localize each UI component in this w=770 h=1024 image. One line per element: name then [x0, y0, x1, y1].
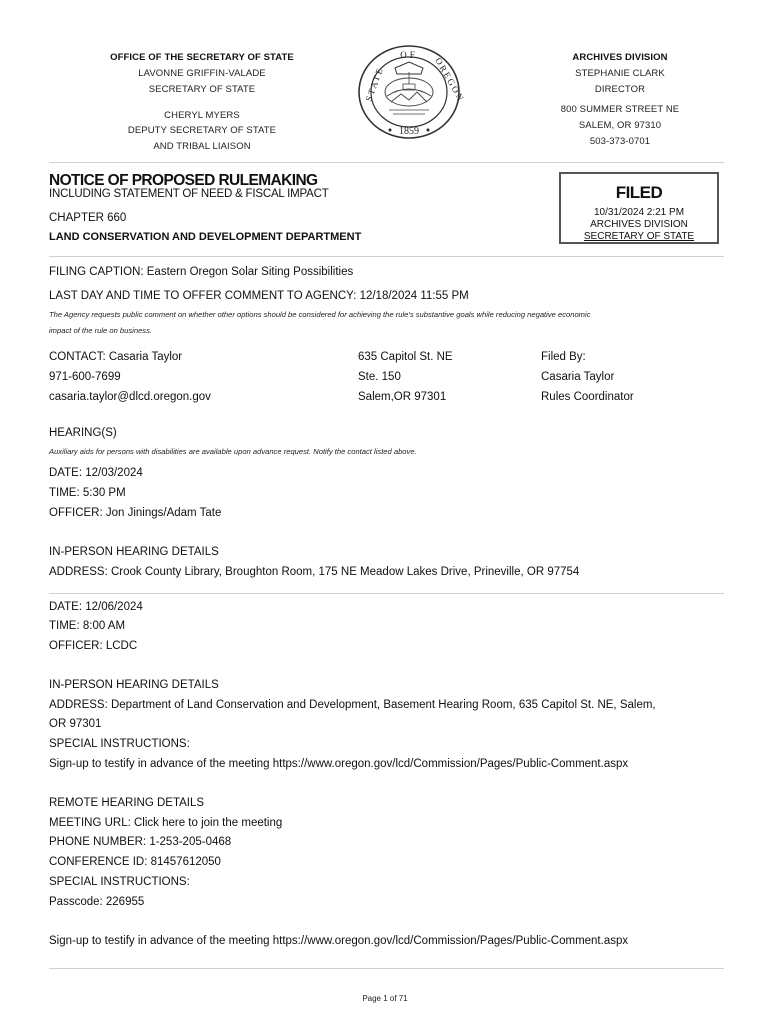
archives-phone: 503-373-0701 — [589, 136, 651, 147]
filing-caption: FILING CAPTION: Eastern Oregon Solar Siting Possibilities — [49, 266, 354, 278]
hearing-1-officer: OFFICER: Jon Jinings/Adam Tate — [49, 507, 222, 519]
notice-subtitle: INCLUDING STATEMENT OF NEED & FISCAL IMPACT — [49, 188, 329, 200]
hearings-heading: HEARING(S) — [49, 427, 117, 439]
hearing-2-details-heading: IN-PERSON HEARING DETAILS — [49, 679, 219, 691]
filed-by-label: Filed By: — [541, 351, 586, 363]
chapter: CHAPTER 660 — [49, 212, 127, 224]
contact-email[interactable]: casaria.taylor@dlcd.oregon.gov — [49, 391, 211, 403]
svg-text:OF: OF — [400, 50, 418, 60]
filed-by-name: Casaria Taylor — [541, 371, 615, 383]
svg-text:OREGON: OREGON — [433, 56, 467, 104]
hearing-divider — [49, 593, 724, 594]
hearing-2-time: TIME: 8:00 AM — [49, 620, 126, 632]
contact-name: CONTACT: Casaria Taylor — [49, 351, 183, 363]
archives-address-2: SALEM, OR 97310 — [578, 120, 662, 131]
filed-label: FILED — [615, 183, 663, 202]
hearing-2-officer: OFFICER: LCDC — [49, 640, 138, 652]
contact-suite: Ste. 150 — [358, 371, 401, 383]
director-title: DIRECTOR — [594, 84, 646, 95]
hearing-1-time: TIME: 5:30 PM — [49, 487, 126, 499]
secretary-title: SECRETARY OF STATE — [148, 84, 256, 95]
filed-by-title: Rules Coordinator — [541, 391, 634, 403]
filed-stamp — [559, 172, 719, 244]
filed-division: ARCHIVES DIVISION — [590, 219, 688, 230]
archives-address-1: 800 SUMMER STREET NE — [560, 104, 680, 115]
department: LAND CONSERVATION AND DEVELOPMENT DEPARTMENT — [49, 231, 362, 243]
hearing-2-address-cont: OR 97301 — [49, 718, 102, 730]
header-divider — [49, 162, 724, 163]
remote-signup-link[interactable]: Sign-up to testify in advance of the meeting https://www.oregon.gov/lcd/Commission/Pages/Public-Comment.aspx — [49, 935, 629, 947]
public-comment-note-2: impact of the rule on business. — [49, 326, 152, 335]
remote-phone-number: PHONE NUMBER: 1-253-205-0468 — [49, 836, 232, 848]
filed-office: SECRETARY OF STATE — [583, 231, 695, 242]
auxiliary-aids-note: Auxiliary aids for persons with disabilities are available upon advance request. Notify the contact listed above. — [49, 447, 417, 456]
remote-hearing-heading: REMOTE HEARING DETAILS — [49, 797, 205, 809]
conference-id: CONFERENCE ID: 81457612050 — [49, 856, 221, 868]
last-day-to-comment: LAST DAY AND TIME TO OFFER COMMENT TO AGENCY: 12/18/2024 11:55 PM — [49, 290, 469, 302]
notice-title: NOTICE OF PROPOSED RULEMAKING — [49, 172, 318, 189]
public-comment-note: The Agency requests public comment on whether other options should be considered for achieving the rule's substantive goals while reducing negative economic — [49, 310, 591, 319]
director-name: STEPHANIE CLARK — [575, 68, 665, 79]
deputy-name: CHERYL MYERS — [164, 110, 240, 121]
hearing-1-address: ADDRESS: Crook County Library, Broughton Room, 175 NE Meadow Lakes Drive, Prineville, OR 97754 — [49, 566, 580, 578]
passcode: Passcode: 226955 — [49, 896, 145, 908]
filed-datetime: 10/31/2024 2:21 PM — [593, 207, 685, 218]
hearing-2-date: DATE: 12/06/2024 — [49, 601, 143, 613]
deputy-title-2: AND TRIBAL LIAISON — [153, 141, 251, 152]
title-divider — [49, 256, 724, 257]
hearing-1-details-heading: IN-PERSON HEARING DETAILS — [49, 546, 219, 558]
archives-division: ARCHIVES DIVISION — [572, 52, 668, 63]
contact-phone: 971-600-7699 — [49, 371, 121, 383]
hearing-1-date: DATE: 12/03/2024 — [49, 467, 143, 479]
secretary-name: LAVONNE GRIFFIN-VALADE — [138, 68, 266, 79]
contact-city: Salem,OR 97301 — [358, 391, 447, 403]
hearing-2-special-link[interactable]: Sign-up to testify in advance of the meeting https://www.oregon.gov/lcd/Commission/Pages/Public-Comment.aspx — [49, 758, 629, 770]
seal-year: 1859 — [399, 126, 419, 137]
deputy-title: DEPUTY SECRETARY OF STATE — [127, 125, 277, 136]
hearing-2-address: ADDRESS: Department of Land Conservation and Development, Basement Hearing Room, 635 Capitol St. NE, Salem, — [49, 699, 656, 711]
office-name: OFFICE OF THE SECRETARY OF STATE — [110, 52, 294, 63]
contact-street: 635 Capitol St. NE — [358, 351, 453, 363]
svg-text:STATE: STATE — [363, 65, 386, 103]
page-number: Page 1 of 71 — [362, 994, 408, 1003]
hearing-2-special-heading: SPECIAL INSTRUCTIONS: — [49, 738, 190, 750]
remote-special-heading: SPECIAL INSTRUCTIONS: — [49, 876, 190, 888]
bottom-divider — [49, 968, 724, 969]
meeting-url-link[interactable]: MEETING URL: Click here to join the meeting — [49, 817, 283, 829]
state-of-oregon-seal-icon — [357, 44, 467, 140]
